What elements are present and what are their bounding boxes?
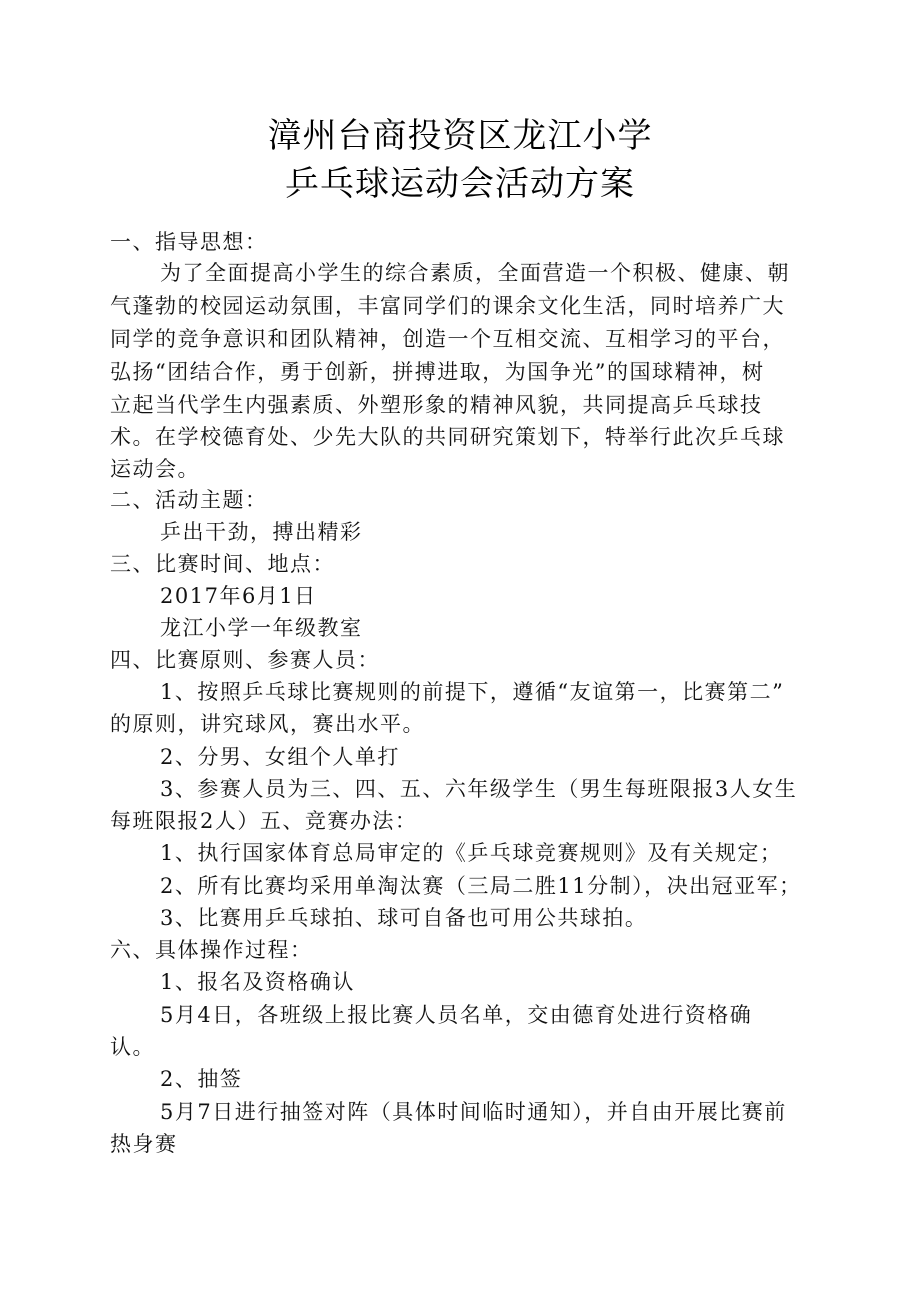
body-line: 的原则，讲究球风，赛出水平。: [110, 712, 425, 736]
section-heading: 六、具体操作过程：: [110, 938, 313, 962]
body-line: 2017年6月1日: [160, 584, 317, 608]
body-line: 3、参赛人员为三、四、五、六年级学生（男生每班限报3人女生: [160, 777, 798, 801]
body-line: 立起当代学生内强素质、外塑形象的精神风貌，共同提高乒乓球技: [110, 393, 763, 417]
section-heading: 四、比赛原则、参赛人员：: [110, 648, 380, 672]
body-line: 2、所有比赛均采用单淘汰赛（三局二胜11分制），决出冠亚军；: [160, 874, 802, 898]
body-line: 5月4日，各班级上报比赛人员名单，交由德育处进行资格确: [160, 1003, 753, 1027]
document-subtitle: 乒乓球运动会活动方案: [285, 164, 635, 204]
body-line: 术。在学校德育处、少先大队的共同研究策划下，特举行此次乒乓球: [110, 425, 785, 449]
section-heading: 二、活动主题：: [110, 488, 268, 512]
body-line: 3、比赛用乒乓球拍、球可自备也可用公共球拍。: [160, 906, 648, 930]
section-heading: 三、比赛时间、地点：: [110, 552, 335, 576]
body-line: 每班限报2人）五、竞赛办法：: [110, 809, 418, 833]
body-line: 运动会。: [110, 457, 200, 481]
body-line: 2、抽签: [160, 1067, 243, 1091]
body-line: 乒出干劲，搏出精彩: [160, 520, 363, 544]
body-line: 1、报名及资格确认: [160, 970, 355, 994]
body-line: 5月7日进行抽签对阵（具体时间临时通知），并自由开展比赛前: [160, 1100, 787, 1124]
body-line: 1、按照乒乓球比赛规则的前提下，遵循“友谊第一，比赛第二”: [160, 680, 785, 704]
body-line: 1、执行国家体育总局审定的《乒乓球竞赛规则》及有关规定；: [160, 841, 783, 865]
body-line: 为了全面提高小学生的综合素质，全面营造一个积极、健康、朝: [160, 261, 790, 285]
body-line: 热身赛: [110, 1132, 178, 1156]
body-line: 2、分男、女组个人单打: [160, 745, 400, 769]
document-title: 漳州台商投资区龙江小学: [267, 116, 653, 156]
section-heading: 一、指导思想：: [110, 230, 268, 254]
body-line: 气蓬勃的校园运动氛围，丰富同学们的课余文化生活，同时培养广大: [110, 294, 785, 318]
body-line: 龙江小学一年级教室: [160, 616, 363, 640]
body-line: 弘扬“团结合作，勇于创新，拼搏进取，为国争光”的国球精神，树: [110, 360, 765, 384]
body-line: 同学的竞争意识和团队精神，创造一个互相交流、互相学习的平台，: [110, 327, 785, 351]
body-line: 认。: [110, 1035, 155, 1059]
